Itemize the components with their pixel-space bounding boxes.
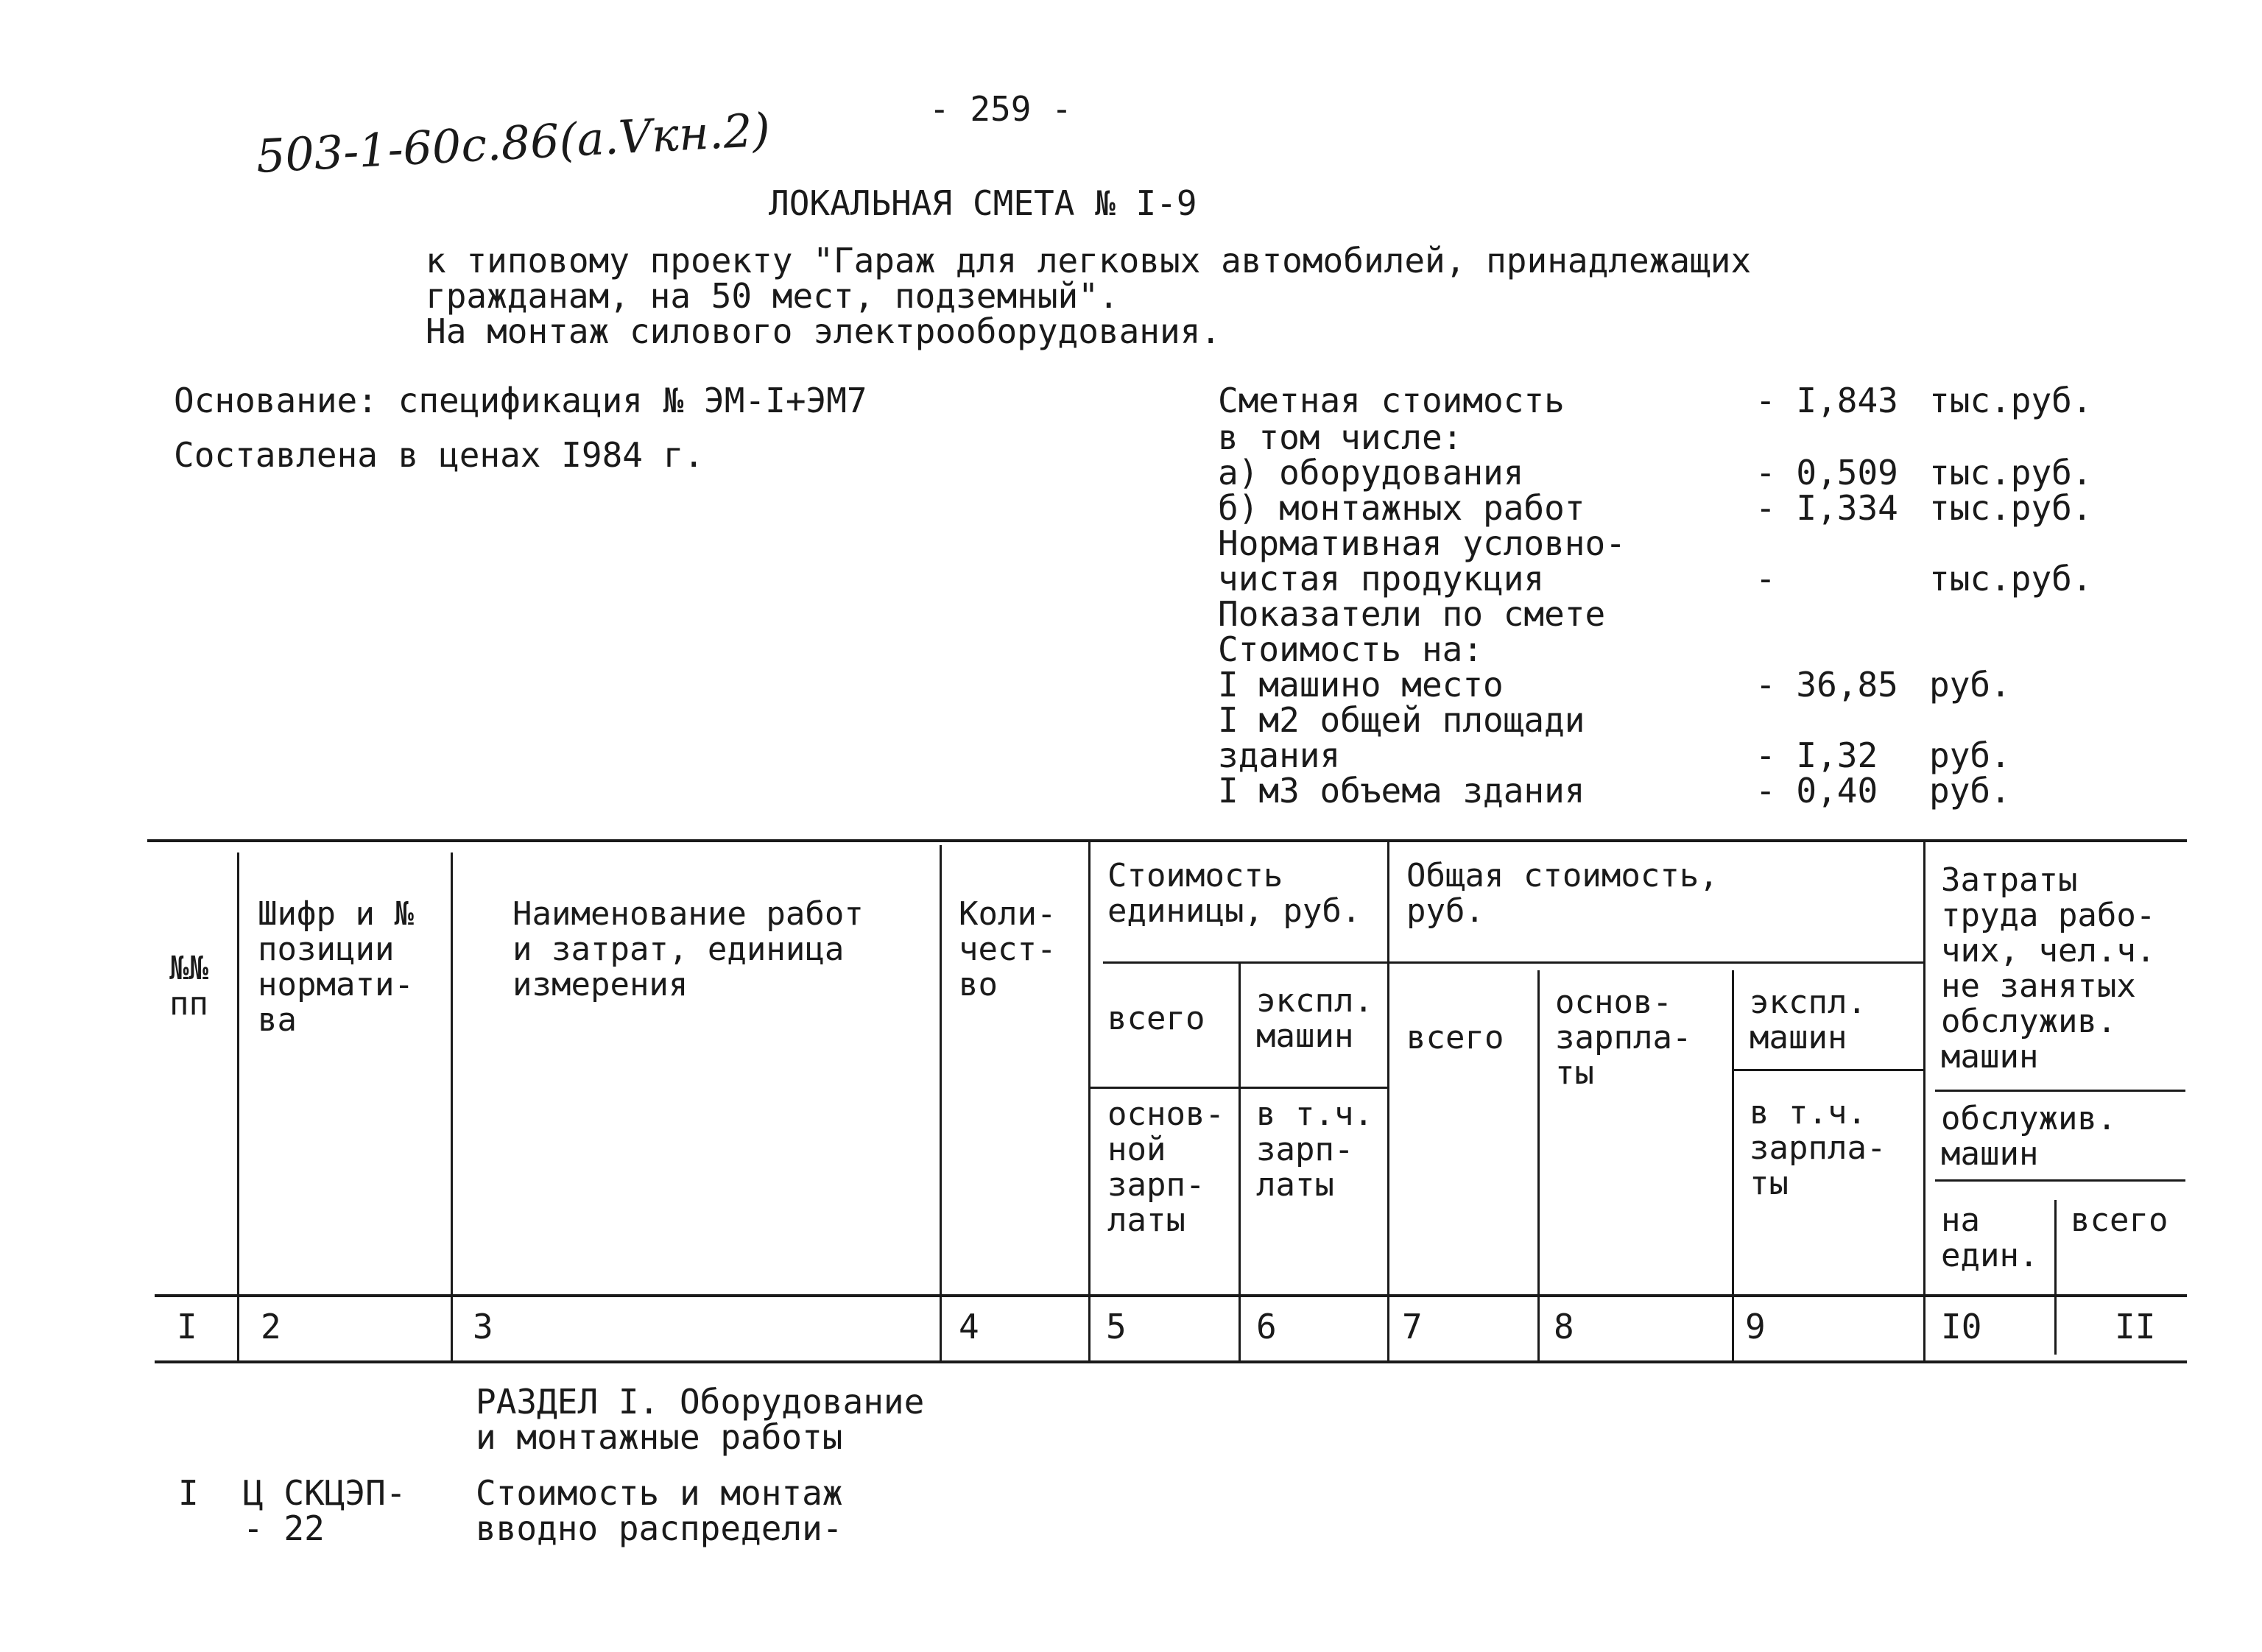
summary-label: здания	[1218, 735, 1341, 775]
subtitle-line: гражданам, на 50 мест, подземный".	[426, 276, 1119, 316]
header-unit-base-wages: основ- ной зарп- латы	[1107, 1095, 1225, 1239]
header-labor: Затраты труда рабо- чих, чел.ч. не занятых обслужив. машин	[1941, 861, 2156, 1076]
header-unit-cost: Стоимость единицы, руб.	[1107, 857, 1361, 930]
header-total-all: всего	[1406, 1019, 1504, 1056]
header-unit-machines: экспл. машин	[1256, 982, 1373, 1055]
col-divider	[451, 853, 453, 1360]
summary-label: I м3 объема здания	[1218, 771, 1585, 811]
summary-label: Нормативная условно-	[1218, 523, 1626, 563]
section-title: РАЗДЕЛ I. Оборудование и монтажные работы	[476, 1382, 925, 1457]
header-code: Шифр и № позиции нормати- ва	[258, 895, 414, 1039]
summary-unit: тыс.руб.	[1929, 488, 2093, 528]
header-sub-rule	[1935, 1179, 2185, 1182]
page-number: - 259 -	[929, 89, 1072, 129]
summary-label: в том числе:	[1218, 417, 1463, 457]
header-labor-per-unit: на един.	[1941, 1201, 2039, 1274]
header-labor-service: обслужив. машин	[1941, 1100, 2117, 1173]
summary-label: а) оборудования	[1218, 453, 1524, 493]
document-title: ЛОКАЛЬНАЯ СМЕТА № I-9	[769, 183, 1197, 223]
header-sub-rule	[1088, 1087, 1387, 1089]
column-number: 8	[1554, 1307, 1574, 1346]
col-divider	[940, 845, 942, 1360]
col-divider	[1387, 841, 1389, 1360]
header-row-number: №№ пп	[169, 950, 208, 1023]
handwritten-project-code: 503-1-60с.86(а.Vкн.2)	[255, 102, 772, 183]
header-total-base-wages: основ- зарпла- ты	[1555, 984, 1692, 1092]
header-labor-total: всего	[2071, 1201, 2168, 1239]
summary-unit: руб.	[1929, 665, 2011, 705]
subtitle-line: к типовому проекту "Гараж для легковых автомобилей, принадлежащих	[426, 241, 1752, 280]
col-divider	[1537, 970, 1540, 1360]
header-sub-rule	[1935, 1090, 2185, 1092]
summary-unit: руб.	[1929, 735, 2011, 775]
summary-label: б) монтажных работ	[1218, 488, 1585, 528]
summary-value: -	[1755, 559, 1776, 599]
column-number: 5	[1106, 1307, 1127, 1346]
summary-value: - 36,85	[1755, 665, 1898, 705]
row-code: Ц СКЦЭП- - 22	[243, 1473, 406, 1548]
header-unit-incl-wages: в т.ч. зарп- латы	[1256, 1095, 1373, 1204]
prices-text: Составлена в ценах I984 г.	[174, 435, 705, 475]
summary-label: I машино место	[1218, 665, 1504, 705]
header-total-incl-wages: в т.ч. зарпла- ты	[1750, 1094, 1886, 1202]
column-number: I	[177, 1307, 197, 1346]
summary-label: чистая продукция	[1218, 559, 1545, 599]
column-number: 3	[473, 1307, 493, 1346]
summary-label: I м2 общей площади	[1218, 700, 1585, 740]
table-bottom-rule	[155, 1360, 2187, 1363]
summary-value: - 0,509	[1755, 453, 1898, 493]
col-divider	[237, 853, 239, 1360]
row-number: I	[178, 1473, 199, 1513]
column-number: 2	[261, 1307, 281, 1346]
col-divider	[1923, 841, 1925, 1360]
column-number: 9	[1745, 1307, 1766, 1346]
col-divider	[1732, 970, 1734, 1360]
col-divider	[2054, 1200, 2057, 1355]
table-mid-rule	[155, 1294, 2187, 1297]
header-sub-rule	[1732, 1069, 1923, 1071]
column-number: 4	[959, 1307, 979, 1346]
subtitle-line: На монтаж силового электрооборудования.	[426, 311, 1222, 351]
summary-unit: тыс.руб.	[1929, 381, 2093, 420]
summary-unit: руб.	[1929, 771, 2011, 811]
header-name: Наименование работ и затрат, единица измерения	[512, 895, 864, 1003]
row-name: Стоимость и монтаж вводно распредели-	[476, 1473, 843, 1548]
header-total-cost: Общая стоимость, руб.	[1406, 857, 1719, 930]
summary-label: Стоимость на:	[1218, 629, 1484, 669]
summary-unit: тыс.руб.	[1929, 453, 2093, 493]
col-divider	[1088, 841, 1091, 1360]
summary-unit: тыс.руб.	[1929, 559, 2093, 599]
summary-value: - I,32	[1755, 735, 1878, 775]
header-total-machines: экспл. машин	[1750, 984, 1867, 1056]
summary-label: Показатели по смете	[1218, 594, 1606, 634]
header-unit-total: всего	[1107, 1000, 1205, 1037]
header-sub-rule	[1103, 961, 1923, 964]
column-number: 7	[1402, 1307, 1423, 1346]
summary-label: Сметная стоимость	[1218, 381, 1565, 420]
summary-value: - 0,40	[1755, 771, 1878, 811]
summary-value: - I,843	[1755, 381, 1898, 420]
basis-text: Основание: спецификация № ЭМ-I+ЭМ7	[174, 381, 867, 420]
column-number: 6	[1256, 1307, 1277, 1346]
column-number: I0	[1941, 1307, 1982, 1346]
col-divider	[1239, 963, 1241, 1360]
summary-value: - I,334	[1755, 488, 1898, 528]
column-number: II	[2115, 1307, 2156, 1346]
header-quantity: Коли- чест- во	[959, 895, 1057, 1003]
table-top-rule	[147, 839, 2187, 842]
